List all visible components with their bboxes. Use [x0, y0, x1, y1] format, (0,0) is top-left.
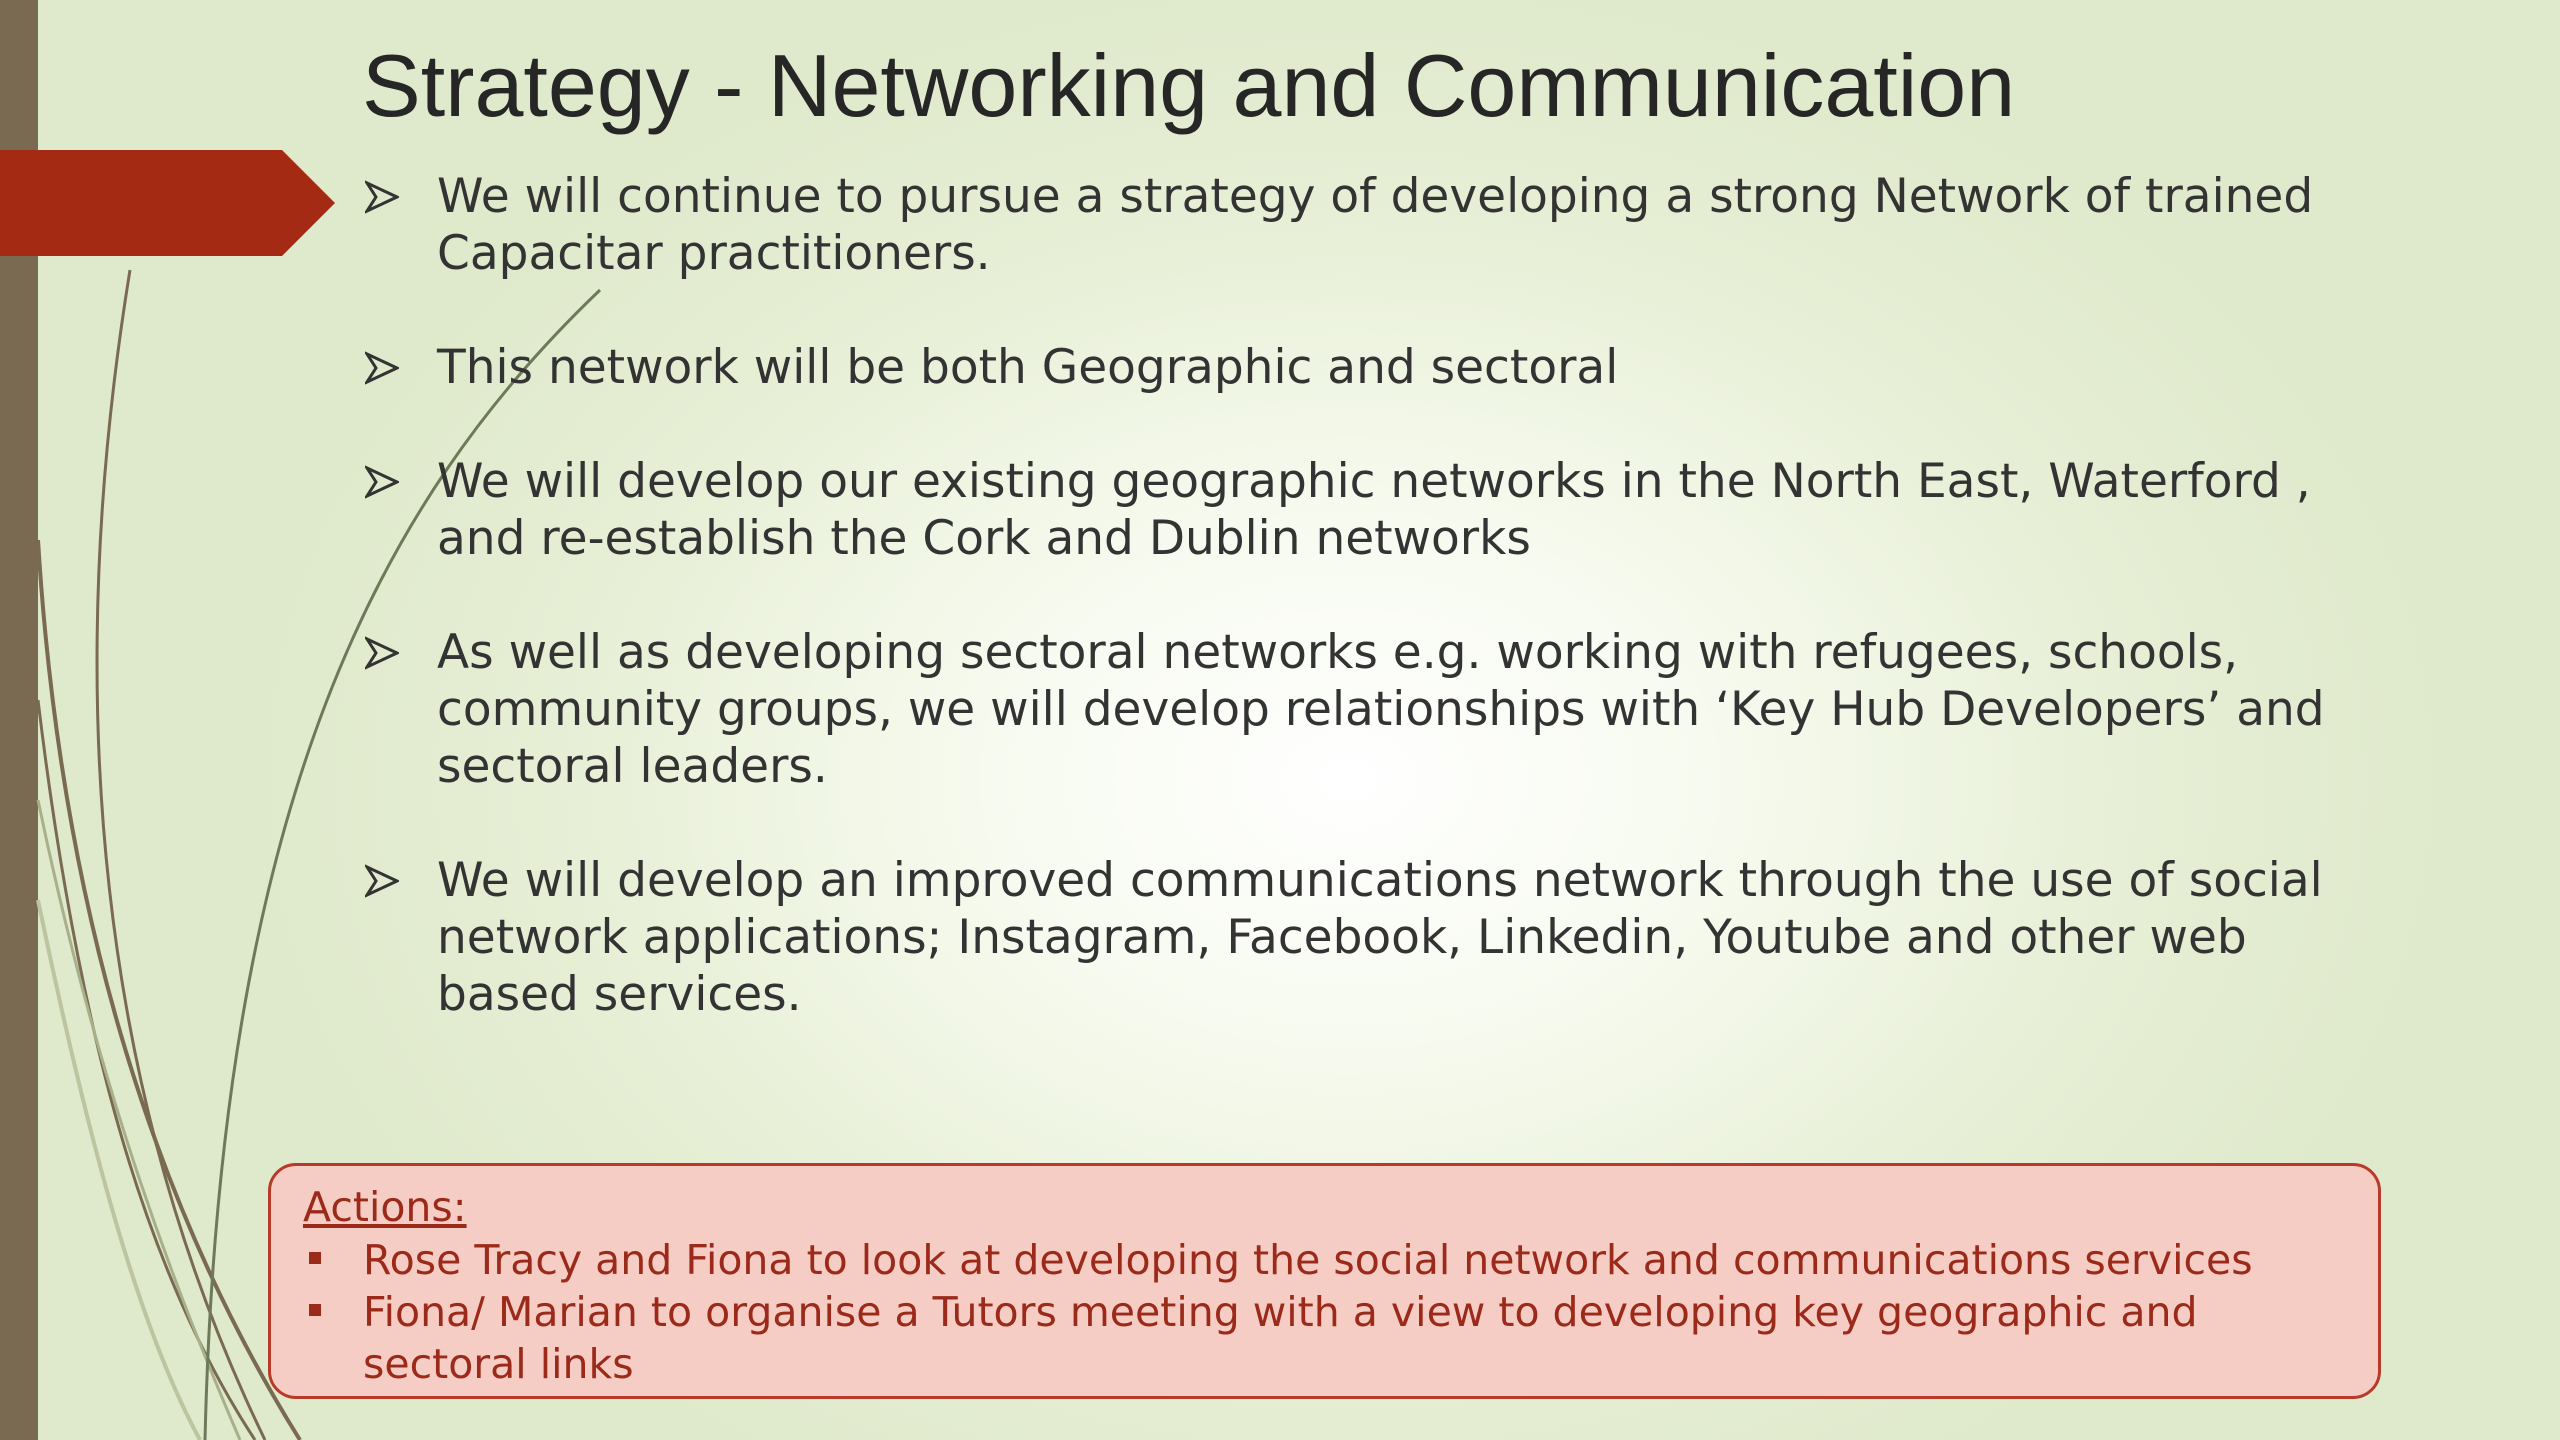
decorative-curve: [38, 700, 255, 1440]
action-item: [303, 1286, 2350, 1390]
decorative-curve: [38, 800, 240, 1440]
bullet-text: We will develop our existing geographic networks in the North East, Waterford , and re-establish the Cork and Dublin networks: [437, 454, 2311, 566]
square-bullet-icon: [309, 1252, 321, 1264]
arrowhead-bullet-icon: [365, 864, 399, 898]
bullet-text: This network will be both Geographic and sectoral: [437, 340, 1619, 395]
bullet-text: We will continue to pursue a strategy of developing a strong Network of trained Capacitar practitioners.: [437, 169, 2314, 281]
arrowhead-bullet-icon: [365, 636, 399, 670]
actions-heading: Actions:: [303, 1183, 467, 1231]
bullet-list: [365, 168, 2365, 1080]
bullet-item: [365, 852, 2365, 1023]
bullet-item: [365, 624, 2365, 795]
arrowhead-bullet-icon: [365, 465, 399, 499]
actions-box: [268, 1163, 2381, 1399]
title-arrow-shape: [0, 150, 335, 256]
arrowhead-bullet-icon: [365, 351, 399, 385]
bullet-item: [365, 453, 2365, 567]
bullet-text: As well as developing sectoral networks e.g. working with refugees, schools, community groups, we will develop relationships with ‘Key Hub Developers’ and sectoral leaders.: [437, 625, 2325, 794]
action-text: Fiona/ Marian to organise a Tutors meeting with a view to developing key geographic and sectoral links: [363, 1288, 2198, 1388]
square-bullet-icon: [309, 1304, 321, 1316]
arrowhead-bullet-icon: [365, 180, 399, 214]
bullet-text: We will develop an improved communications network through the use of social network applications; Instagram, Facebook, Linkedin, Youtube and other web based services.: [437, 853, 2323, 1022]
slide-title: Strategy - Networking and Communication: [362, 36, 2016, 135]
action-item: [303, 1234, 2350, 1286]
decorative-curve: [38, 900, 200, 1440]
decorative-curve: [38, 540, 300, 1440]
decorative-curve: [97, 270, 265, 1440]
actions-list: [303, 1234, 2350, 1390]
action-text: Rose Tracy and Fiona to look at developing the social network and communications services: [363, 1236, 2253, 1284]
bullet-item: [365, 339, 2365, 396]
bullet-item: [365, 168, 2365, 282]
